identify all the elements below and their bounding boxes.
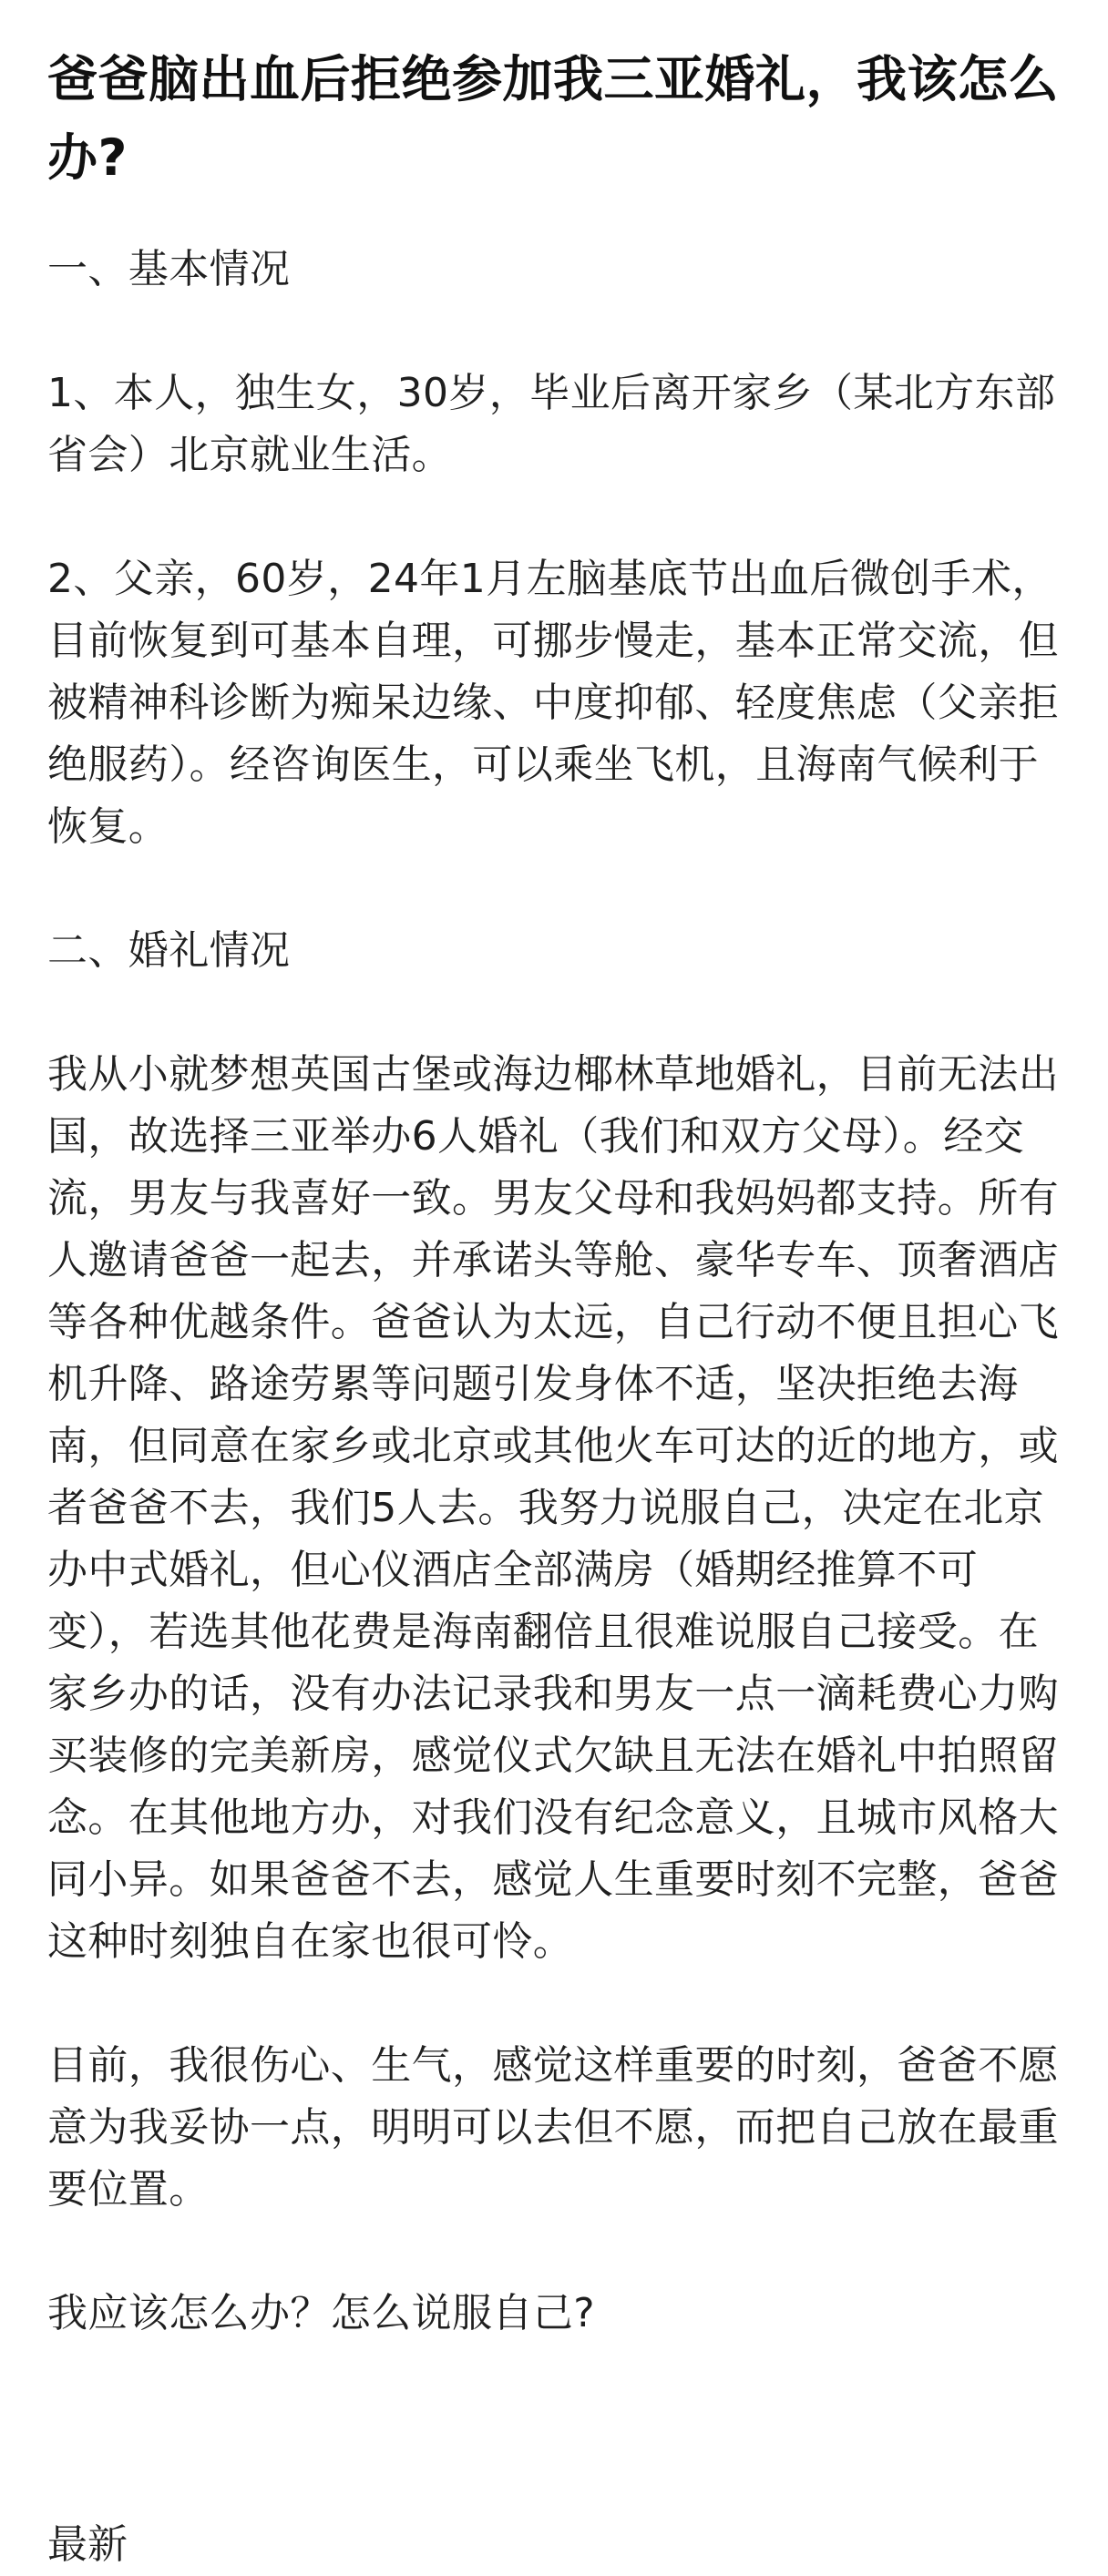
article-body [47, 239, 1061, 2345]
section-heading-wedding: 二、婚礼情况 [47, 927, 291, 974]
paragraph-self-info: 1、本人，独生女，30岁，毕业后离开家乡（某北方东部省会）北京就业生活。 [47, 370, 1056, 478]
paragraph-father-info: 2、父亲，60岁，24年1月左脑基底节出血后微创手术，目前恢复到可基本自理，可挪步慢走，基本正常交流，但被精神科诊断为痴呆边缘、中度抑郁、轻度焦虑（父亲拒绝服药）。经咨询医生，可以乘坐飞机，且海南气候利于恢复。 [47, 556, 1059, 850]
paragraph-wedding-details: 我从小就梦想英国古堡或海边椰林草地婚礼，目前无法出国，故选择三亚举办6人婚礼（我们和双方父母）。经交流，男友与我喜好一致。男友父母和我妈妈都支持。所有人邀请爸爸一起去，并承诺头等舱、豪华专车、顶奢酒店等各种优越条件。爸爸认为太远，自己行动不便且担心飞机升降、路途劳累等问题引发身体不适，坚决拒绝去海南，但同意在家乡或北京或其他火车可达的近的地方，或者爸爸不去，我们5人去。我努力说服自己，决定在北京办中式婚礼，但心仪酒店全部满房（婚期经推算不可变），若选其他花费是海南翻倍且很难说服自己接受。在家乡办的话，没有办法记录我和男友一点一滴耗费心力购买装修的完美新房，感觉仪式欠缺且无法在婚礼中拍照留念。在其他地方办，对我们没有纪念意义，且城市风格大同小异。如果爸爸不去，感觉人生重要时刻不完整，爸爸这种时刻独自在家也很可怜。 [47, 1051, 1059, 1965]
paragraph-feelings: 目前，我很伤心、生气，感觉这样重要的时刻，爸爸不愿意为我妥协一点，明明可以去但不愿，而把自己放在最重要位置。 [47, 2042, 1059, 2213]
cut-off-text: 最新 [47, 2521, 128, 2568]
section-heading-basic: 一、基本情况 [47, 246, 291, 292]
article-title: 爸爸脑出血后拒绝参加我三亚婚礼，我该怎么办? [47, 50, 1060, 187]
paragraph-question: 我应该怎么办？怎么说服自己? [47, 2290, 595, 2336]
